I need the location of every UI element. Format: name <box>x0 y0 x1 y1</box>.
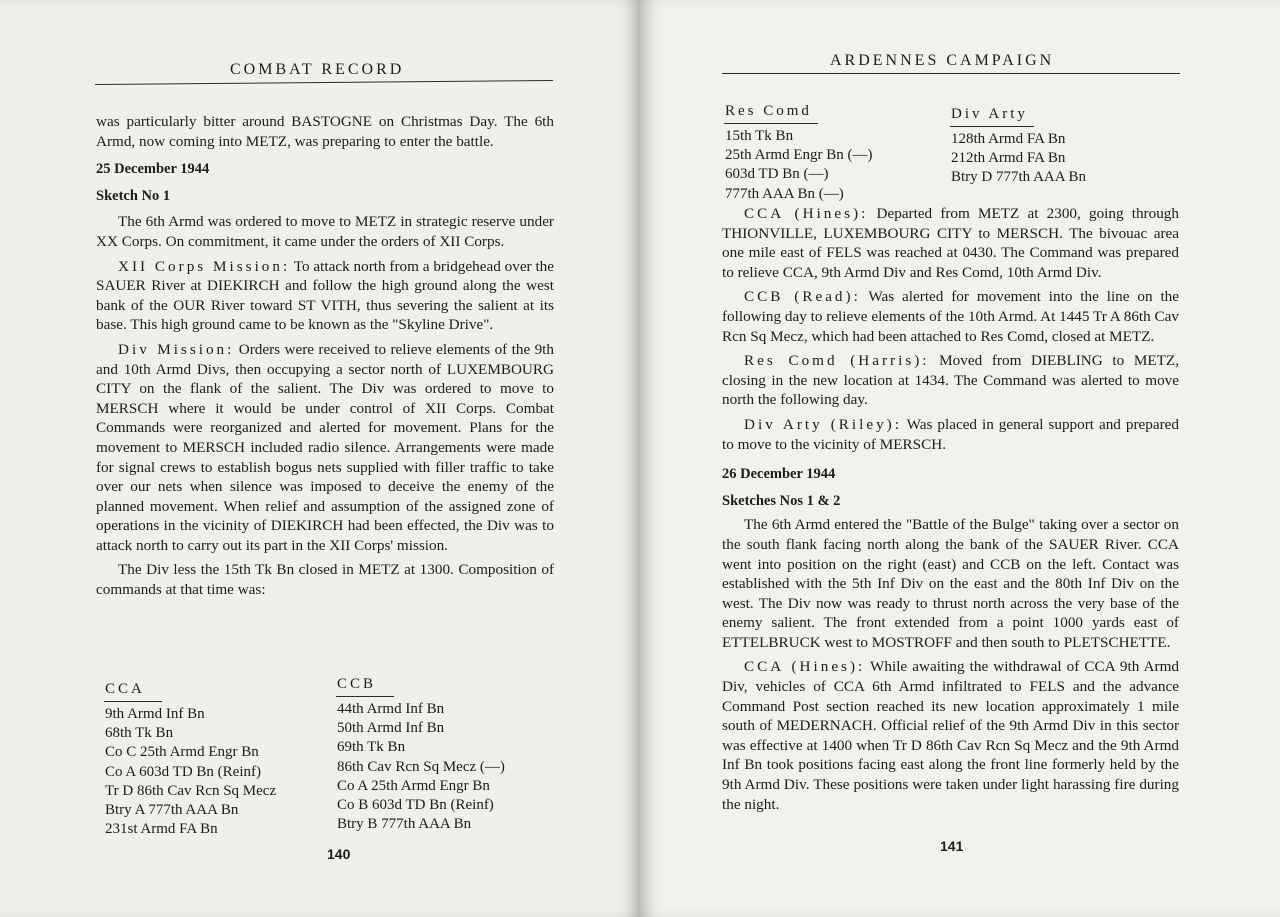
list-item: Co A 25th Armd Engr Bn <box>337 777 490 794</box>
list-item: 15th Tk Bn <box>725 128 794 144</box>
running-head: ARDENNES CAMPAIGN <box>830 52 1055 69</box>
cca-paragraph <box>722 204 1179 282</box>
page-number: 140 <box>327 846 351 862</box>
div-mission-label: Div Mission: <box>118 340 235 358</box>
list-item: Btry B 777th AAA Bn <box>337 816 472 833</box>
res-comd-paragraph <box>722 351 1179 410</box>
res-comd-units-list <box>725 127 873 204</box>
list-item: 68th Tk Bn <box>105 725 174 742</box>
cca-heading: CCA <box>105 681 145 697</box>
list-item: 86th Cav Rcn Sq Mecz (—) <box>337 758 505 775</box>
reserve-paragraph: The 6th Armd was ordered to move to METZ in strategic reserve under XX Corps. On commitment, it came under the orders of XII Corps. <box>96 213 554 250</box>
cca-label: CCA (Hines): <box>744 205 869 222</box>
corps-mission-paragraph <box>96 257 554 335</box>
res-comd-text: Moved from DIEBLING to METZ, closing in the new location at 1434. The Command was alerted to move north the following day. <box>722 352 1179 409</box>
cca-second-label: CCA (Hines): <box>744 658 866 676</box>
list-item: 603d TD Bn (—) <box>725 166 829 183</box>
bulge-paragraph: The 6th Armd entered the "Battle of the Bulge" taking over a sector on the south flank facing north along the bank of the SAUER River. CCA went into position on the right (east) and CCB on the left. Contact was established with the 5th Inf Div on the east and the 80th Inf Div on the west. The Div now was ready to thrust north across the very base of the enemy salient. The front extended from a point 1000 yards east of ETTELBRUCK west to MOSTROFF and then south to PLETSCHETTE. <box>722 516 1179 651</box>
list-item: Tr D 86th Cav Rcn Sq Mecz <box>105 782 277 799</box>
composition-paragraph: The Div less the 15th Tk Bn closed in METZ at 1300. Composition of commands at that time was: <box>96 561 554 599</box>
page-number: 141 <box>940 838 964 854</box>
list-item: 128th Armd FA Bn <box>951 131 1066 147</box>
list-item: Co C 25th Armd Engr Bn <box>105 744 259 761</box>
res-comd-heading: Res Comd <box>725 103 812 119</box>
res-comd-label: Res Comd (Harris): <box>744 352 930 370</box>
div-arty-heading: Div Arty <box>951 106 1028 122</box>
continued-paragraph: was particularly bitter around BASTOGNE on Christmas Day. The 6th Armd, now coming into METZ, was preparing to enter the battle. <box>96 113 554 150</box>
ccb-heading-rule <box>336 696 394 697</box>
div-arty-text: Was placed in general support and prepared to move to the vicinity of MERSCH. <box>722 415 1179 453</box>
ccb-units-list <box>337 700 505 834</box>
list-item: 69th Tk Bn <box>337 739 406 756</box>
cca-second-text: While awaiting the withdrawal of CCA 9th Armd Div, vehicles of CCA 6th Armd infiltrated to FELS and the advance Command Post section reached its new location approximately 1 mile south of MEDERNACH. Official relief of the 9th Armd Div in this sector was effective at 1400 when Tr D 86th Cav Rcn Sq Mecz and the 9th Armd Inf Bn took positions facing east along the front line formerly held by the 9th Armd Div. These positions were taken under light harassing fire during the night. <box>722 658 1179 813</box>
list-item: Btry A 777th AAA Bn <box>105 802 239 819</box>
corps-mission-text: To attack north from a bridgehead over the SAUER River at DIEKIRCH and follow the high ground along the west bank of the OUR River toward ST VITH, thus severing the salient at its base. This high ground came to be known as the "Skyline Drive". <box>96 257 555 334</box>
div-mission-text: Orders were received to relieve elements of the 9th and 10th Armd Divs, then occupying a sector north of LUXEMBOURG CITY on the flank of the salient. The Div was ordered to move to MERSCH where it would be under control of XII Corps. Combat Commands were reorganized and alerted for movement. Plans for the movement to MERSCH included radio silence. Arrangements were made for signal crews to establish bogus nets supplied with filler traffic to take over our nets when silence was imposed to deceive the enemy of the planned movement. When relief and assumption of the assigned zone of operations in the vicinity of DIEKIRCH had been effected, the Div was to attack north to carry out its part in the XII Corps' mission. <box>96 340 554 554</box>
left-text-block <box>96 112 554 600</box>
ccb-paragraph <box>722 287 1179 346</box>
corps-mission-label: XII Corps Mission: <box>118 257 291 275</box>
list-item: 212th Armd FA Bn <box>951 150 1066 167</box>
cca-text: Departed from METZ at 2300, going through THIONVILLE, LUXEMBOURG CITY to MERSCH. The bivouac area one mile east of FELS was reached at 0430. The Command was prepared to relieve CCA, 9th Armd Div and Res Comd, 10th Armd Div. <box>722 205 1179 281</box>
div-mission-paragraph <box>96 340 554 556</box>
ccb-label: CCB (Read): <box>744 288 861 306</box>
list-item: Btry D 777th AAA Bn <box>951 169 1087 186</box>
date-heading: 25 December 1944 <box>96 161 210 178</box>
sketch-heading: Sketch No 1 <box>96 187 171 204</box>
date-heading: 26 December 1944 <box>722 466 836 483</box>
running-head: COMBAT RECORD <box>230 61 405 78</box>
list-item: 25th Armd Engr Bn (—) <box>725 147 873 164</box>
list-item: 777th AAA Bn (—) <box>725 185 844 202</box>
list-item: Co B 603d TD Bn (Reinf) <box>337 797 494 814</box>
right-text-block <box>722 204 1179 814</box>
right-page <box>640 0 1280 917</box>
list-item: 9th Armd Inf Bn <box>105 706 205 722</box>
list-item: 50th Armd Inf Bn <box>337 720 445 737</box>
header-rule <box>95 80 553 85</box>
div-arty-label: Div Arty (Riley): <box>744 415 902 433</box>
div-arty-paragraph <box>722 415 1179 454</box>
div-arty-heading-rule <box>950 126 1034 127</box>
cca-heading-rule <box>104 701 162 702</box>
ccb-text: Was alerted for movement into the line on the following day to relieve elements of the 10th Armd. At 1445 Tr A 86th Cav Rcn Sq Mecz, which had been attached to Res Comd, closed at METZ. <box>722 288 1179 345</box>
list-item: Co A 603d TD Bn (Reinf) <box>105 763 261 780</box>
sketch-heading: Sketches Nos 1 & 2 <box>722 492 841 509</box>
list-item: 44th Armd Inf Bn <box>337 701 445 717</box>
list-item: 231st Armd FA Bn <box>105 821 218 838</box>
cca-units-list <box>105 705 276 839</box>
ccb-heading: CCB <box>337 676 377 692</box>
header-rule <box>722 73 1180 74</box>
cca-second-paragraph <box>722 657 1179 814</box>
div-arty-units-list <box>951 130 1086 188</box>
res-comd-heading-rule <box>724 123 818 124</box>
